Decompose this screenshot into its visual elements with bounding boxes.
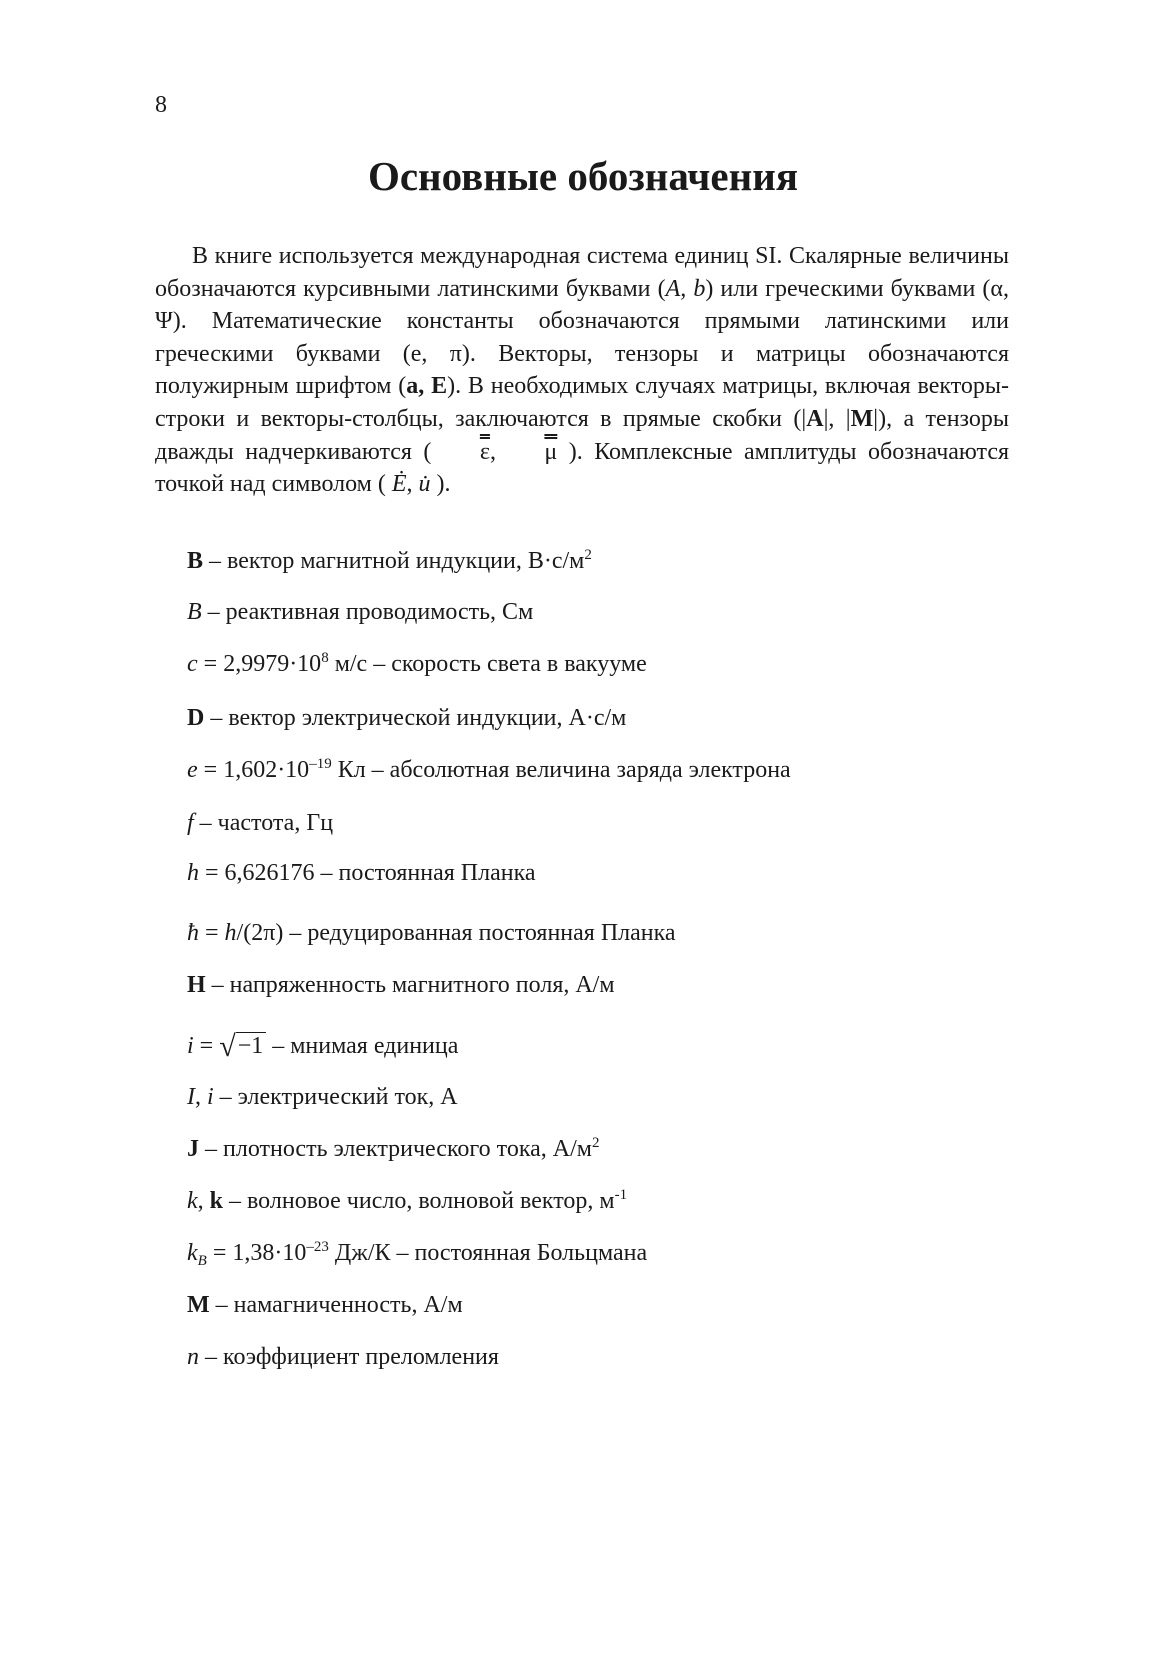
notation-e: $e = 1,602\cdot 10^{-19}$ Кл – абсолютная величина заряда электрона — [187, 756, 791, 783]
notation-n: n – коэффициент преломления — [187, 1344, 499, 1370]
notation-I-current: I, i – электрический ток, А — [187, 1084, 458, 1110]
notation-k: k, k – волновое число, волновой вектор, $м^{-1}$ — [187, 1187, 628, 1214]
notation-B-vector: B – вектор магнитной индукции, $В\cdot с/м^2$ — [187, 547, 592, 574]
notation-H: H – напряженность магнитного поля, А/м — [187, 972, 615, 998]
notation-M: M – намагниченность, А/м — [187, 1292, 463, 1318]
notation-kB: $k_B = 1,38\cdot 10^{-23}$ Дж/К – постоянная Больцмана — [187, 1239, 648, 1269]
notation-c: $c = 2,9979\cdot 10^8$ м/с – скорость света в вакууме — [187, 650, 647, 677]
notation-h: h = 6,626176 – постоянная Планка — [187, 860, 536, 886]
notation-J: J – плотность электрического тока, $А/м^2$ — [187, 1135, 600, 1162]
notation-i-imaginary: i = √−1 – мнимая единица — [187, 1030, 459, 1063]
dot-e-symbol: Ė — [391, 471, 407, 498]
notation-B-reactance: B – реактивная проводимость, См — [187, 599, 534, 625]
tensor-epsilon-symbol: ε — [479, 438, 490, 465]
tensor-mu-symbol: μ — [544, 438, 558, 465]
page-number: 8 — [155, 92, 167, 118]
notation-hbar: ħ = h/(2π) – редуцированная постоянная Планка — [187, 920, 676, 946]
intro-paragraph: В книге используется международная система единиц SI. Скалярные величины обозначаются курсивными латинскими буквами (A, b) или греческими буквами (α, Ψ). Математические константы обозначаются прямыми латинскими или греческими буквами (e, π). Векторы, тензоры и матрицы обозначаются полужирным шрифтом (a, E). В необходимых случаях матрицы, включая векторы-строки и векторы-столбцы, заключаются в прямые скобки (|A|, |M|), а тензоры дважды надчеркиваются ( ε, μ ). Комплексные амплитуды обозначаются точкой над символом ( Ė, u̇ ). — [155, 243, 1010, 498]
notation-f: f – частота, Гц — [187, 810, 334, 836]
sqrt-symbol: √−1 — [219, 1030, 266, 1064]
notation-D: D – вектор электрической индукции, А·с/м — [187, 705, 627, 731]
page-title: Основные обозначения — [367, 153, 799, 199]
dot-u-symbol: u̇ — [418, 471, 431, 498]
